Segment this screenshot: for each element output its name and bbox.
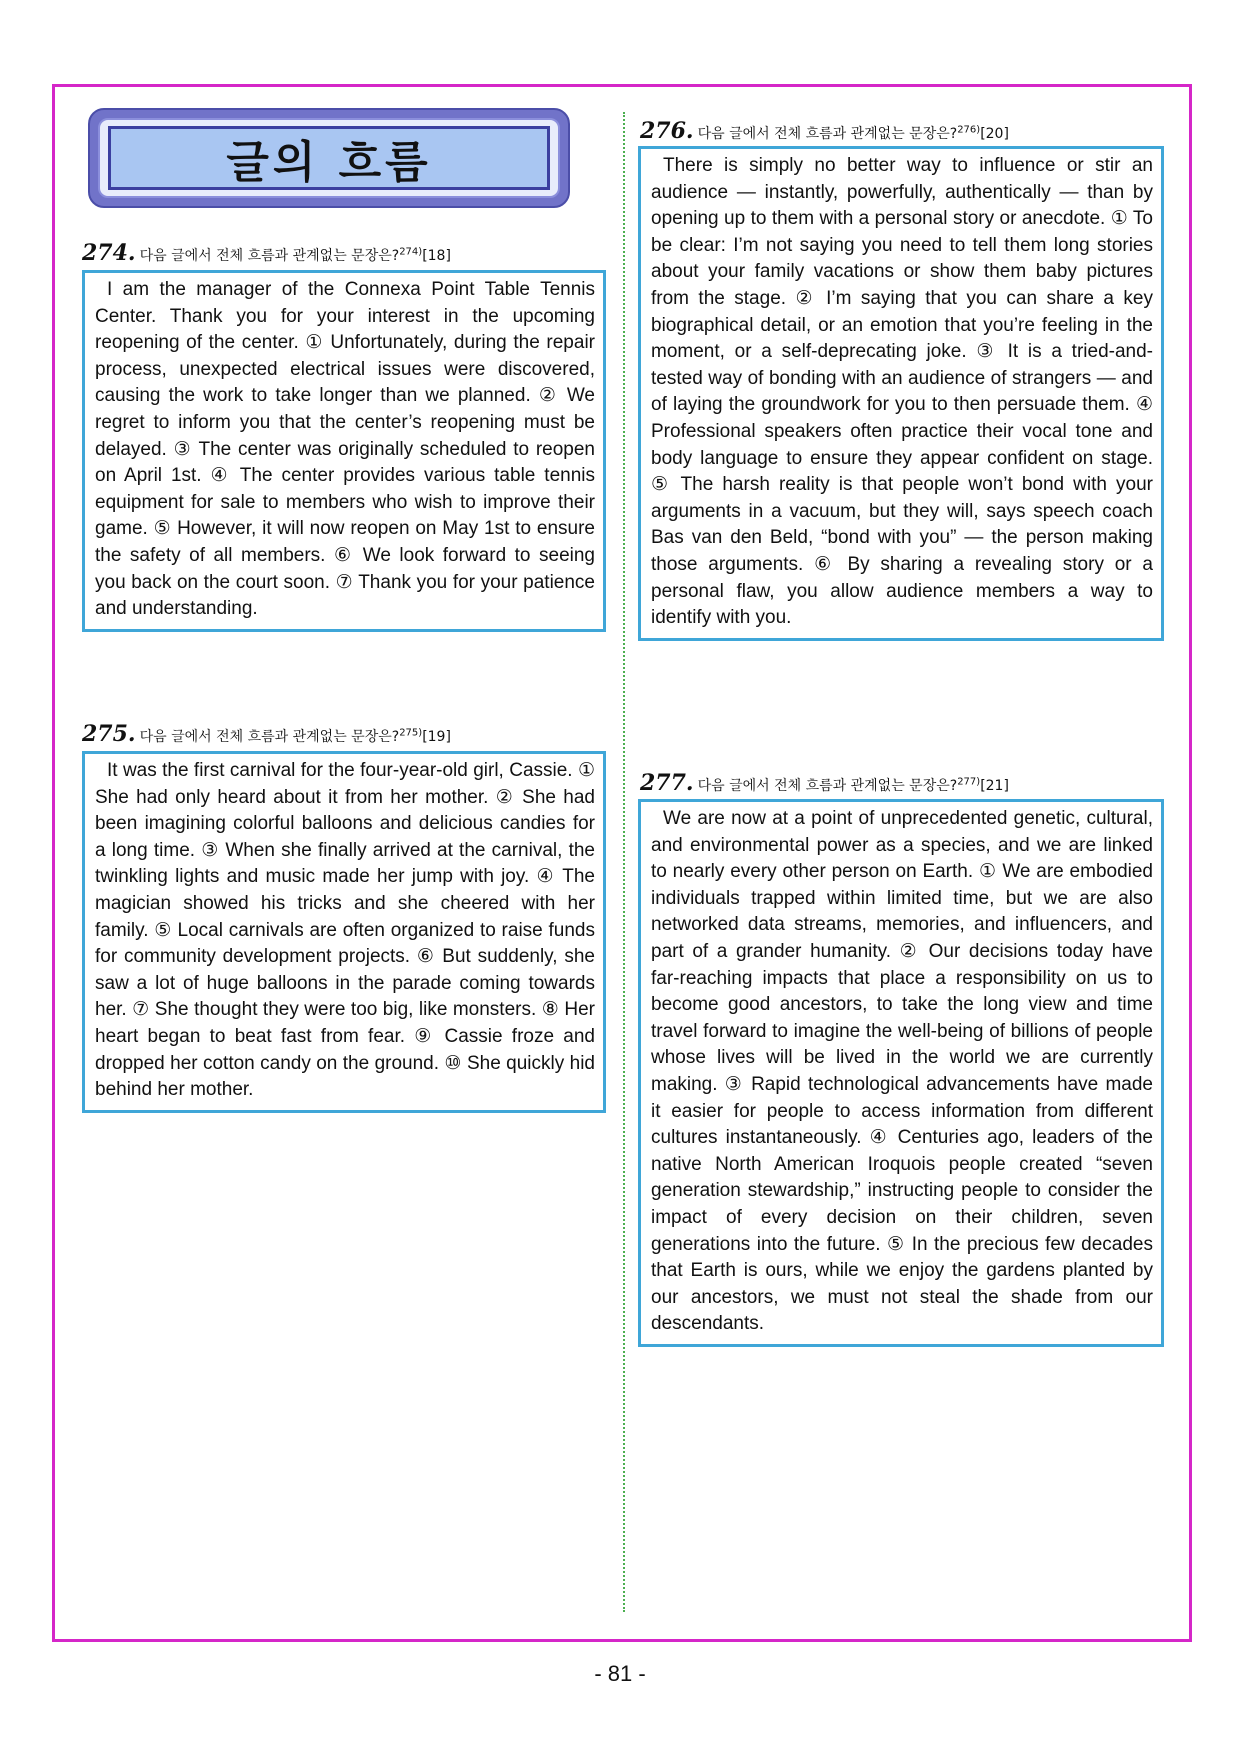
question-prompt: 다음 글에서 전체 흐름과 관계없는 문장은? — [139, 248, 400, 264]
question-code: [21] — [980, 778, 1009, 794]
section-title: 글의 흐름 — [108, 126, 550, 190]
question-276-header — [640, 118, 1009, 144]
question-number: 274. — [82, 240, 136, 266]
section-title-banner — [88, 108, 570, 208]
question-274-passage: I am the manager of the Connexa Point Table Tennis Center. Thank you for your interest in the upcoming reopening of the center. ① Unfortunately, during the repair process, unexpected electrical issues were discovered, causing the work to take longer than we planned. ② We regret to inform you that the center’s reopening must be delayed. ③ The center was originally scheduled to reopen on April 1st. ④ The center provides various table tennis equipment for sale to members who wish to improve their game. ⑤ However, it will now reopen on May 1st to ensure the safety of all members. ⑥ We look forward to seeing you back on the court soon. ⑦ Thank you for your patience and understanding. — [82, 270, 606, 632]
question-code: [19] — [422, 729, 451, 745]
question-number: 275. — [82, 721, 136, 747]
page-number: - 81 - — [594, 1661, 646, 1686]
question-274-header — [82, 240, 451, 266]
question-ref: 276) — [957, 124, 981, 136]
question-number: 276. — [640, 118, 694, 144]
column-divider — [623, 112, 625, 1612]
question-prompt: 다음 글에서 전체 흐름과 관계없는 문장은? — [697, 778, 958, 794]
question-277-passage: We are now at a point of unprecedented genetic, cultural, and environmental power as a species, and we are linked to nearly every other person on Earth. ① We are embodied individuals trapped within limited time, but we are also networked data streams, memories, and influencers, and part of a grander humanity. ② Our decisions today have far-reaching impacts that place a responsibility on us to become good ancestors, to take the long view and time travel forward to imagine the well-being of billions of people whose lives will be lived in the world we are currently making. ③ Rapid technological advancements have made it easier for people to access information from different cultures instantaneously. ④ Centuries ago, leaders of the native North American Iroquois people created “seven generation stewardship,” instructing people to consider the impact of every decision on their children, seven generations into the future. ⑤ In the precious few decades that Earth is ours, while we enjoy the gardens planted by our ancestors, we must not steal the shade from our descendants. — [638, 799, 1164, 1347]
question-275-header — [82, 721, 451, 747]
question-code: [18] — [422, 248, 451, 264]
question-276-passage: There is simply no better way to influence or stir an audience — instantly, powerfully, authentically — than by opening up to them with a personal story or anecdote. ① To be clear: I’m not saying you need to tell them long stories about your family vacations or show them baby pictures from the stage. ② I’m saying that you can share a key biographical detail, or an emotion that you’re feeling in the moment, or a self-deprecating joke. ③ It is a tried-and-tested way of bonding with an audience of strangers — and of laying the groundwork for you to then persuade them. ④ Professional speakers often practice their vocal tone and body language to ensure they appear confident on stage. ⑤ The harsh reality is that people won’t bond with your arguments in a vacuum, but they will, says speech coach Bas van den Beld, “bond with you” — the person making those arguments. ⑥ By sharing a revealing story or a personal flaw, you allow audience members a way to identify with you. — [638, 146, 1164, 641]
question-275-passage: It was the first carnival for the four-year-old girl, Cassie. ① She had only heard about it from her mother. ② She had been imagining colorful balloons and delicious candies for a long time. ③ When she finally arrived at the carnival, the twinkling lights and music made her jump with joy. ④ The magician showed his tricks and she cheered with her family. ⑤ Local carnivals are often organized to raise funds for community development projects. ⑥ But suddenly, she saw a lot of huge balloons in the parade coming towards her. ⑦ She thought they were too big, like monsters. ⑧ Her heart began to beat fast from fear. ⑨ Cassie froze and dropped her cotton candy on the ground. ⑩ She quickly hid behind her mother. — [82, 751, 606, 1113]
question-prompt: 다음 글에서 전체 흐름과 관계없는 문장은? — [139, 729, 400, 745]
question-number: 277. — [640, 770, 694, 796]
question-277-header — [640, 770, 1009, 796]
question-code: [20] — [980, 126, 1009, 142]
question-ref: 277) — [957, 776, 981, 788]
question-prompt: 다음 글에서 전체 흐름과 관계없는 문장은? — [697, 126, 958, 142]
question-ref: 274) — [399, 246, 423, 258]
question-ref: 275) — [399, 727, 423, 739]
